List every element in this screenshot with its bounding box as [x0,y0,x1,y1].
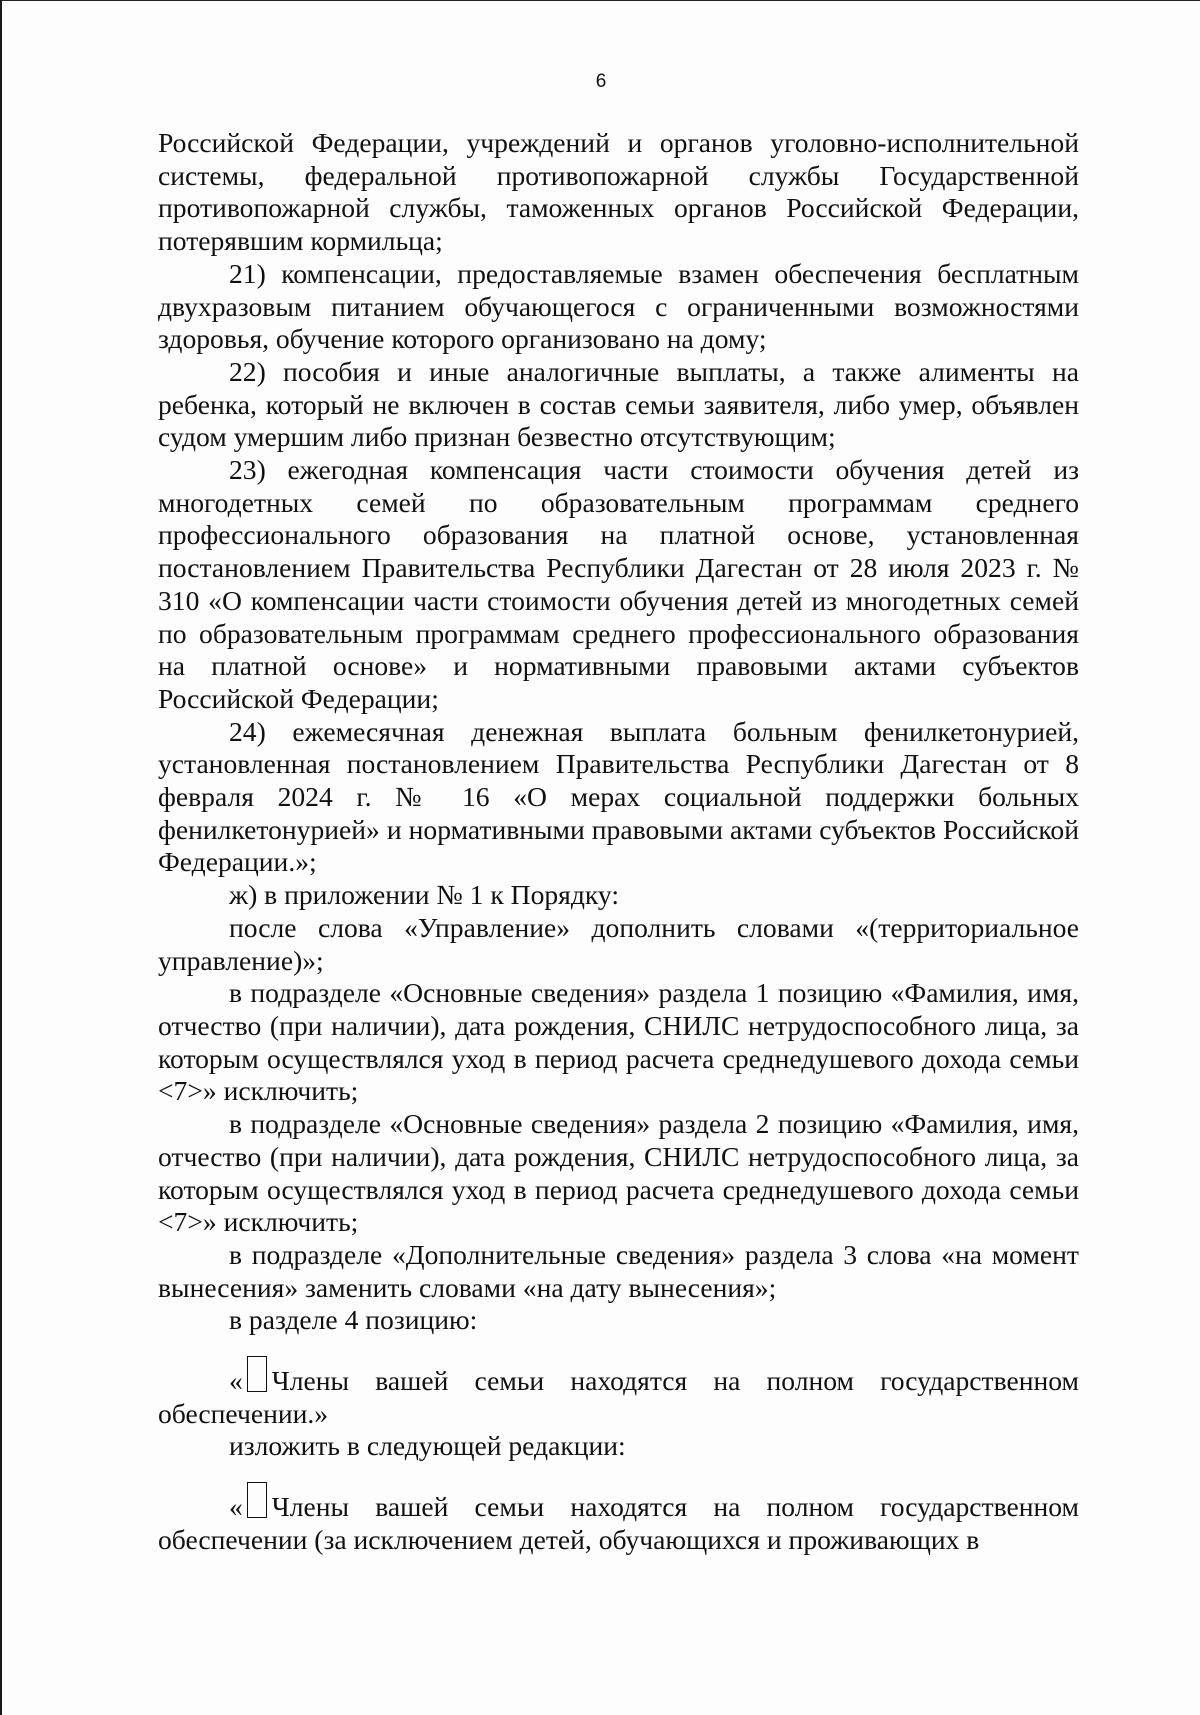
checkbox-icon [247,1356,267,1392]
paragraph-section4-intro: в разделе 4 позицию: [229,1304,478,1336]
checkbox-item-new [158,1482,1079,1556]
paragraph-add-words: после слова «Управление» дополнить словами «(территориальное управление)»; [158,911,1079,976]
paragraph-item-24: 24) ежемесячная денежная выплата больным фенилкетонурией, установленная постановлением Правительства Республики Дагестан от 8 февраля 2024 г. № 16 «О мерах социальной поддержки больных фенилкетонурией» и нормативными правовыми актами субъектов Российской Федерации.»; [158,715,1079,878]
paragraph-item-21: 21) компенсации, предоставляемые взамен обеспечения бесплатным двухразовым питанием обучающегося с ограниченными возможностями здоровья, обучение которого организовано на дому; [158,257,1079,355]
checkbox-item-old-text: Члены вашей семьи находятся на полном государственном обеспечении.» [158,1365,1079,1429]
page-number: 6 [595,71,607,92]
paragraph-section2-change: в подразделе «Основные сведения» раздела 2 позицию «Фамилия, имя, отчество (при наличии), дата рождения, СНИЛС нетрудоспособного лица, за которым осуществлялся уход в период расчета среднедушевого дохода семьи <7>» исключить; [158,1108,1079,1238]
paragraph-continuation: Российской Федерации, учреждений и органов уголовно-исполнительной системы, федеральной противопожарной службы Государственной противопожарной службы, таможенных органов Российской Федерации, потерявшим кормильца; [158,127,1079,257]
paragraph-item-22: 22) пособия и иные аналогичные выплаты, а также алименты на ребенка, который не включен в состав семьи заявителя, либо умер, объявлен судом умершим либо признан безвестно отсутствующим; [158,355,1079,453]
open-quote: « [229,1491,243,1523]
paragraph-item-23: 23) ежегодная компенсация части стоимости обучения детей из многодетных семей по образовательным программам среднего профессионального образования на платной основе, установленная постановлением Правительства Республики Дагестан от 28 июля 2023 г. № 310 «О компенсации части стоимости обучения детей из многодетных семей по образовательным программам среднего профессионального образования на платной основе» и нормативными правовыми актами субъектов Российской Федерации; [158,454,1079,714]
paragraph-section1-change: в подразделе «Основные сведения» раздела 1 позицию «Фамилия, имя, отчество (при наличии), дата рождения, СНИЛС нетрудоспособного лица, за которым осуществлялся уход в период расчета среднедушевого дохода семьи <7>» исключить; [158,977,1079,1107]
paragraph-restate: изложить в следующей редакции: [229,1430,626,1462]
open-quote: « [229,1365,243,1397]
document-body [158,127,1079,1557]
checkbox-item-old [158,1356,1079,1430]
paragraph-item-zh: ж) в приложении № 1 к Порядку: [229,879,620,911]
paragraph-section3-change: в подразделе «Дополнительные сведения» раздела 3 слова «на момент вынесения» заменить словами «на дату вынесения»; [158,1238,1079,1303]
checkbox-item-new-text: Члены вашей семьи находятся на полном государственном обеспечении (за исключением детей, обучающихся и проживающих в [158,1491,1079,1555]
checkbox-icon [247,1482,267,1518]
